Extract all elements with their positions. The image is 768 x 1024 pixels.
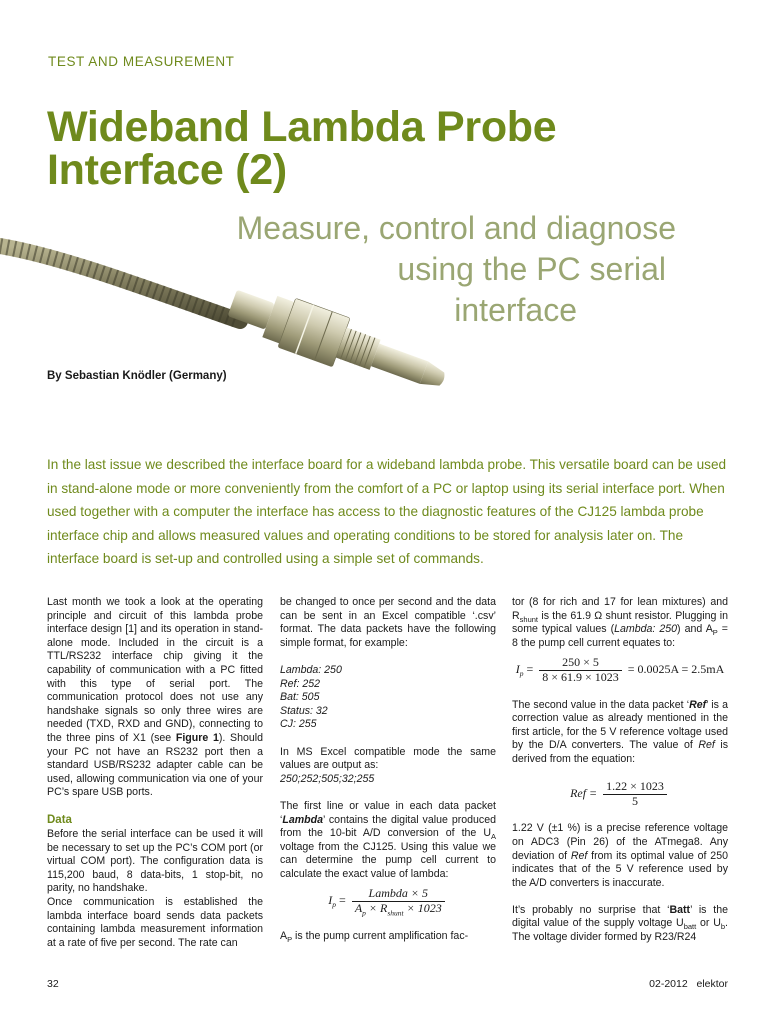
column-3	[512, 596, 728, 958]
csv-example: 250;252;505;32;255	[280, 772, 375, 785]
col1-paragraph-3: Once communication is established the lambda interface board sends data packets containing lambda measurement information at a rate of five per second. The rate can	[47, 896, 263, 949]
col1-paragraph-2: Before the serial interface can be used it will be necessary to set up the PC’s COM port (or virtual COM port). The configuration data is 115,200 baud, 8 data-bits, 1 stop-bit, no parity, no handshake.	[47, 828, 263, 895]
col3-paragraph-3: 1.22 V (±1 %) is a precise reference voltage on ADC3 (Pin 26) of the ATmega8. Any deviation of Ref from its optimal value of 250 indicates that of the 5 V reference used by the A/D converters is inaccurate.	[512, 822, 728, 889]
packet-line: CJ: 255	[280, 718, 317, 731]
intro-paragraph: In the last issue we described the interface board for a wideband lambda probe. This versatile board can be used in stand-alone mode or more conveniently from the comfort of a PC or laptop using its serial interface port. When used together with a computer the interface has access to the diagnostic features of the CJ125 lambda probe interface chip and allows measured values and operating conditions to be stored for analysis later on. The interface board is set-up and controlled using a simple set of commands.	[47, 457, 727, 567]
title-line-1: Wideband Lambda Probe	[47, 103, 557, 151]
subtitle-line-1: Measure, control and diagnose	[236, 210, 676, 246]
col3-paragraph-1: tor (8 for rich and 17 for lean mixtures) and $R_{shunt}$ is the 61.9 Ω shunt resistor. Plugging in some typical values (Lambda: 250) and $A_P = 8$ the pump cell current equates to:	[512, 596, 728, 649]
col3-paragraph-2: The second value in the data packet ‘Ref’ is a correction value as already mentioned in the first article, for the 5 V reference voltage used by the D/A converters. The value of Ref is derived from the equation:	[512, 698, 729, 765]
column-1	[47, 596, 263, 964]
col2-paragraph-3: The first line or value in each data packet ‘Lambda’ contains the digital value produced from the 10-bit A/D conversion of the $U_A$ voltage from the CJ125. Using this value we can determine the pump cell current to calculate the exact value of lambda:	[280, 799, 496, 880]
col2-paragraph-4: $A_P$ is the pump current amplification fac-	[280, 929, 469, 944]
data-packet-example	[280, 664, 496, 732]
page-number: 32	[47, 978, 59, 990]
issue-date: 02-2012	[649, 978, 688, 990]
subtitle-line-2: using the PC serial	[397, 251, 666, 287]
section-heading-data: Data	[47, 813, 72, 826]
subtitle	[116, 208, 676, 331]
figure-reference: Figure 1	[175, 731, 219, 744]
col2-paragraph-1: be changed to once per second and the data can be sent in an Excel compatible ‘.csv’ format. The data packets have the following simple format, for example:	[280, 596, 496, 649]
reference-equation: Ref = $\frac{1.22 \times 1023}{5}$	[512, 780, 728, 808]
col2-paragraph-2: In MS Excel compatible mode the same values are output as: 250;252;505;32;255	[280, 745, 496, 785]
packet-line: Bat: 505	[280, 691, 320, 704]
packet-line: Status: 32	[280, 704, 328, 717]
magazine-name: elektor	[696, 978, 728, 990]
section-label: TEST AND MEASUREMENT	[48, 54, 235, 69]
pump-current-equation: $I_p$ = $\frac{\text{Lambda × 5}}{A_p \times R_{shunt} \times 1023}$	[280, 887, 496, 915]
column-2	[280, 596, 496, 957]
byline: By Sebastian Knödler (Germany)	[47, 370, 227, 382]
issue-info	[649, 978, 728, 990]
page-title	[47, 103, 687, 194]
col1-paragraph-1: Last month we took a look at the operating principle and circuit of this lambda probe interface design [1] and its operation in stand-alone mode. Included in the circuit is a TTL/RS232 interface chip giving it the capability of communication with a PC fitted with this type of serial port. The communication protocol does not use any handshake signals so only three wires are needed (TXD, RXD and GND), connecting to the three pins of X1 (see Figure 1). Should your PC not have an RS232 port then a standard USB/RS232 adapter cable can be used, allowing communication via one of your PC’s spare USB ports.	[47, 596, 263, 799]
subtitle-line-3: interface	[454, 292, 577, 328]
packet-line: Lambda: 250	[280, 663, 342, 676]
packet-line: Ref: 252	[280, 677, 321, 690]
title-line-2: Interface (2)	[47, 146, 287, 194]
col3-paragraph-4: It’s probably no surprise that ‘Batt’ is the digital value of the supply voltage $U_{batt}$ or $U_b$. The voltage divider formed by R23/R24	[512, 903, 728, 944]
pump-current-example-equation: $I_p$ = $\frac{250 \times 5}{8 \times 61.9 \times 1023}$ = 0.0025A = 2.5mA	[515, 655, 725, 684]
